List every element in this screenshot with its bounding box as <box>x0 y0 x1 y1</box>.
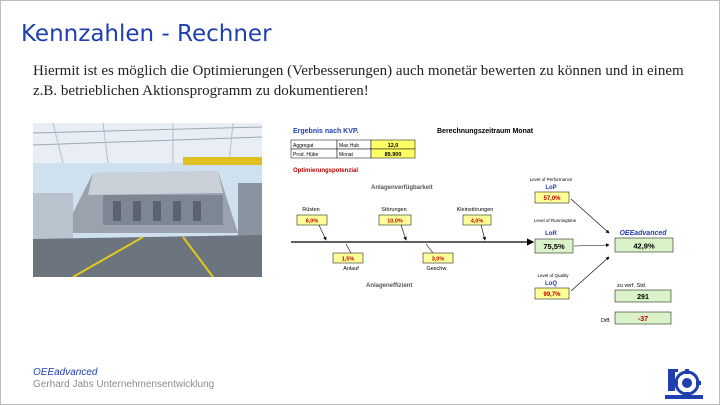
factory-photo <box>33 123 262 277</box>
lor-caption: Level of Runningtime <box>533 218 577 223</box>
intro-text: Hiermit ist es möglich die Optimierungen (Verbesserungen) auch monetär bewerten zu können und in einem z.B. betrieblichen Aktionsprogramm zu dokumentieren! <box>33 63 684 99</box>
std-value: 291 <box>637 294 649 301</box>
loss-value: 6,0% <box>305 218 319 225</box>
loss-label: Rüsten <box>302 207 320 213</box>
lop-caption: Level of Performance <box>529 177 573 182</box>
loss-value: 10,0% <box>387 218 403 225</box>
std-label: zu verf. Std. <box>617 283 647 289</box>
loss-value: 4,0% <box>470 218 484 225</box>
loss-value: 1,5% <box>341 256 355 263</box>
table-cell: Monat <box>339 152 353 158</box>
loss-label: Kleinstörungen <box>456 207 494 213</box>
slide-title: Kennzahlen - Rechner <box>21 21 272 47</box>
table-value: 89.900 <box>384 152 402 158</box>
loss-label: Störungen <box>381 207 407 213</box>
lop-value: 57,0% <box>543 196 561 202</box>
loss-label: Anlauf <box>343 266 359 272</box>
loss-value: 3,0% <box>431 256 445 263</box>
footer-company: Gerhard Jabs Unternehmensentwicklung <box>33 379 215 390</box>
period-label: Berechnungszeitraum Monat <box>437 128 534 135</box>
loq-value: 99,7% <box>543 292 561 298</box>
diff-value: -37 <box>637 316 649 323</box>
oee-label: OEEadvanced <box>619 230 667 237</box>
table-cell: Aggregat <box>293 143 314 149</box>
lor-label: LoR <box>545 231 557 237</box>
kpi-diagram <box>271 119 693 331</box>
result-heading: Ergebnis nach KVP. <box>293 128 359 135</box>
availability-label: Anlagenverfügbarkeit <box>371 185 433 191</box>
loq-caption: Level of Quality <box>537 273 569 278</box>
table-cell: Prod. Hübe <box>293 152 319 158</box>
oee-value: 42,9% <box>633 241 655 251</box>
loq-label: LoQ <box>545 281 557 287</box>
table-value: 12,0 <box>387 143 399 149</box>
diff-label: Diff. <box>601 318 611 324</box>
optimization-potential-label: Optimierungspotenzial <box>293 168 359 174</box>
footer-brand: OEEadvanced <box>33 367 98 378</box>
company-logo-icon <box>665 365 703 399</box>
lor-value: 75,5% <box>543 242 565 251</box>
loss-label: Geschw. <box>426 266 448 272</box>
table-cell: Max Hub <box>339 143 360 149</box>
lop-label: LoP <box>545 185 557 191</box>
efficiency-label: Anlageneffizient <box>366 283 413 289</box>
